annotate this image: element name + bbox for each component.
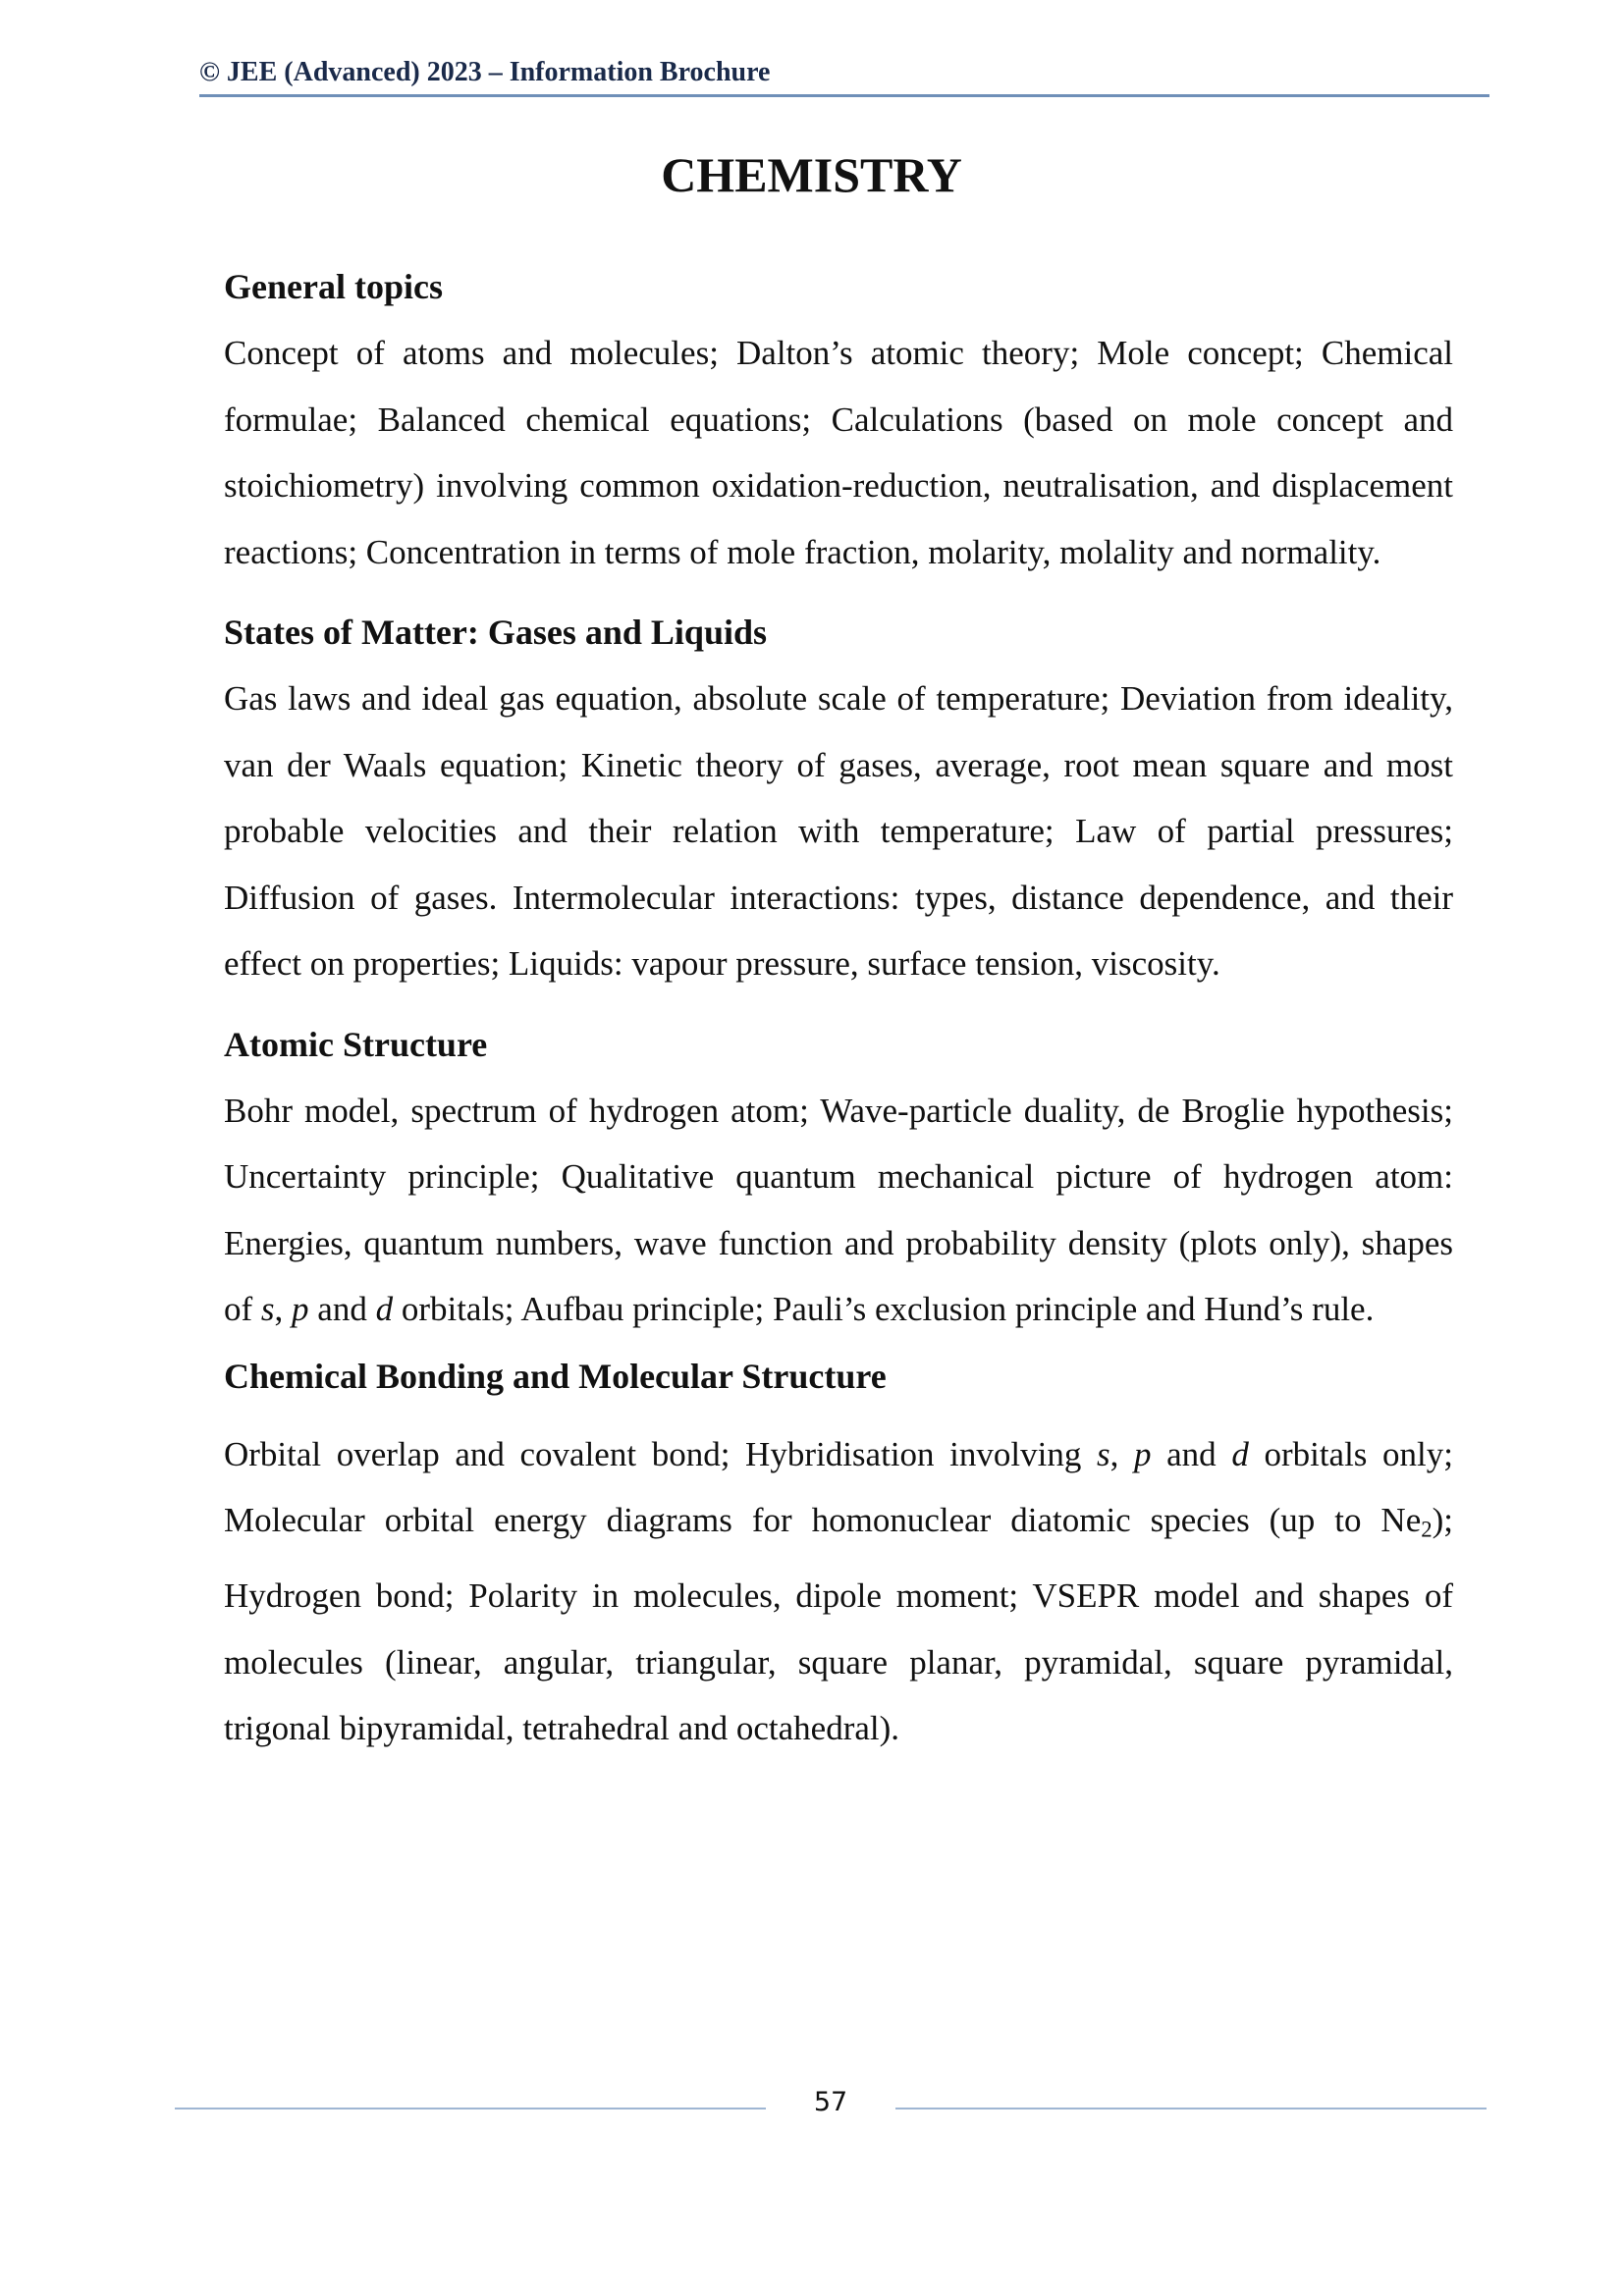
body-text: orbitals only; Molecular orbital energy diagrams for homonuclear diatomic species (up to Ne bbox=[224, 1434, 1454, 1539]
section-states-of-matter bbox=[224, 599, 1453, 997]
running-header: © JEE (Advanced) 2023 – Information Brochure bbox=[199, 57, 771, 87]
orbital-symbol: p bbox=[1134, 1434, 1152, 1473]
section-body: Concept of atoms and molecules; Dalton’s atomic theory; Mole concept; Chemical formulae; Balanced chemical equations; Calculations (based on mole concept and stoichiometry) involving common oxidation-reduction, neutralisation, and displacement reactions; Concentration in terms of mole fraction, molarity, molality and normality. bbox=[224, 334, 1453, 571]
body-text: Orbital overlap and covalent bond; Hybridisation involving bbox=[224, 1434, 1097, 1473]
footer-divider-left bbox=[175, 2108, 766, 2109]
section-body bbox=[224, 1078, 1453, 1343]
body-text: and bbox=[308, 1290, 376, 1328]
body-text: and bbox=[1151, 1434, 1232, 1473]
section-heading: General topics bbox=[224, 267, 443, 306]
orbital-symbol: d bbox=[375, 1290, 394, 1328]
body-text: Bohr model, spectrum of hydrogen atom; Wave-particle duality, de Broglie hypothesis; Uncertainty principle; Qualitative quantum mechanical picture of hydrogen atom: Energies, quantum numbers, wave function and probability density (plots only), shapes of bbox=[224, 1091, 1453, 1328]
page-title: CHEMISTRY bbox=[661, 147, 962, 202]
section-heading: Atomic Structure bbox=[224, 1024, 488, 1064]
section-general-topics bbox=[224, 253, 1453, 585]
body-text: orbitals; Aufbau principle; Pauli’s exclusion principle and Hund’s rule. bbox=[393, 1290, 1375, 1328]
body-text: , bbox=[1109, 1434, 1134, 1473]
orbital-symbol: s bbox=[260, 1290, 275, 1328]
orbital-symbol: s bbox=[1096, 1434, 1110, 1473]
section-atomic-structure bbox=[224, 1011, 1453, 1343]
orbital-symbol: p bbox=[292, 1290, 309, 1328]
section-body bbox=[224, 1421, 1453, 1762]
orbital-symbol: d bbox=[1231, 1434, 1249, 1473]
body-text: ); Hydrogen bond; Polarity in molecules, dipole moment; VSEPR model and shapes of molecules (linear, angular, triangular, square planar, pyramidal, square pyramidal, trigonal bipyramidal, tetrahedral and octahedral). bbox=[224, 1501, 1453, 1748]
page-number: 57 bbox=[813, 2087, 848, 2117]
section-chemical-bonding bbox=[224, 1343, 1453, 1762]
section-heading: Chemical Bonding and Molecular Structure bbox=[224, 1356, 887, 1396]
header-divider bbox=[199, 94, 1489, 97]
footer-divider-right bbox=[895, 2108, 1487, 2109]
section-heading: States of Matter: Gases and Liquids bbox=[224, 613, 768, 652]
body-text: , bbox=[274, 1290, 293, 1328]
syllabus-content bbox=[224, 253, 1453, 1762]
subscript: 2 bbox=[1421, 1517, 1433, 1542]
section-body: Gas laws and ideal gas equation, absolute scale of temperature; Deviation from ideality, van der Waals equation; Kinetic theory of gases, average, root mean square and most probable velocities and their relation with temperature; Law of partial pressures; Diffusion of gases. Intermolecular interactions: types, distance dependence, and their effect on properties; Liquids: vapour pressure, surface tension, viscosity. bbox=[224, 679, 1453, 983]
